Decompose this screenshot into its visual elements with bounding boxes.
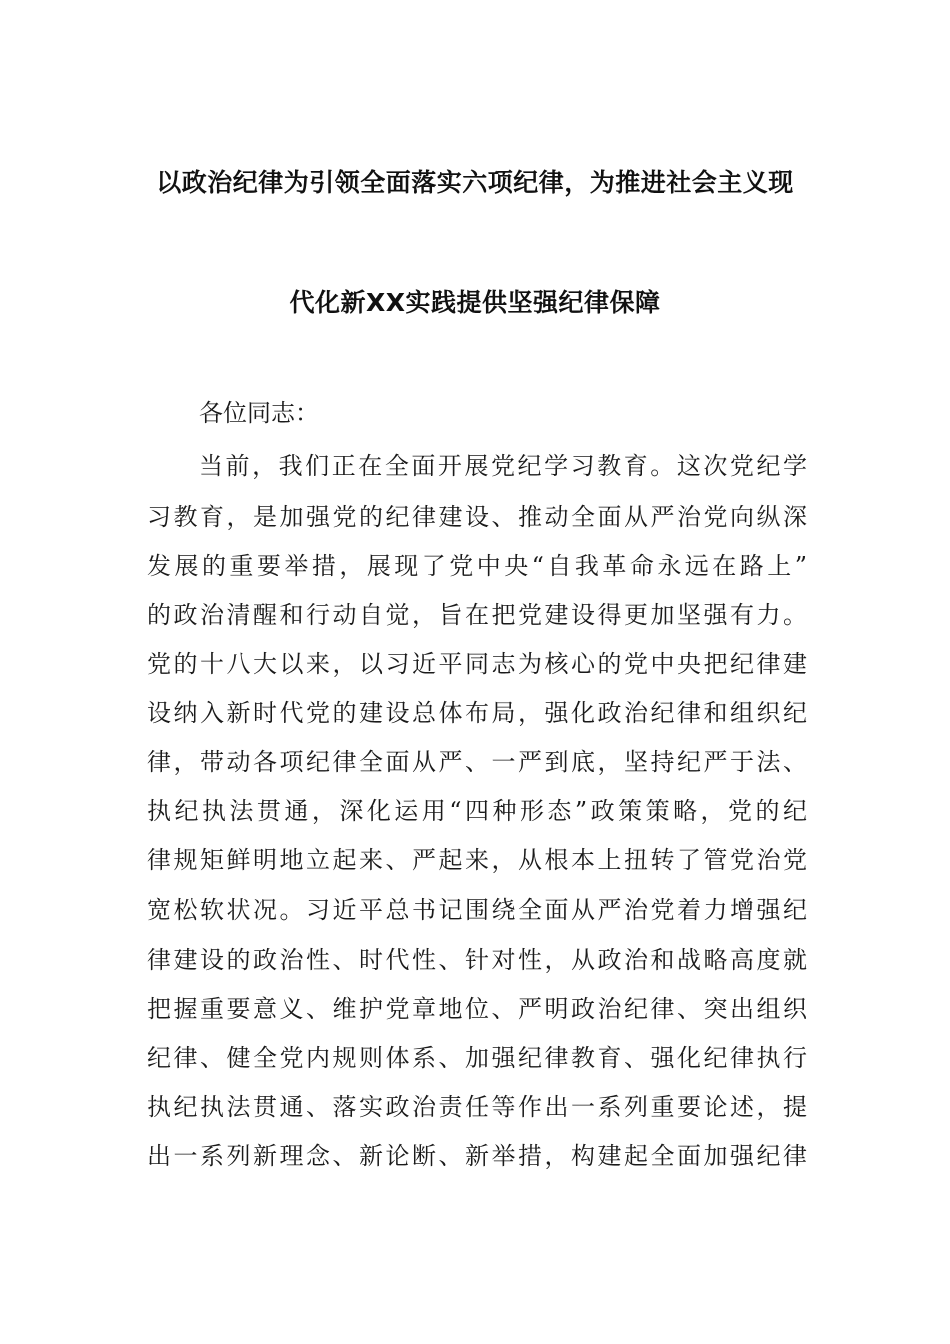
paragraph-line: 执纪执法贯通、落实政治责任等作出一系列重要论述，提	[147, 1093, 807, 1121]
paragraph-line: 执纪执法贯通，深化运用“四种形态”政策策略，党的纪	[147, 797, 807, 825]
document-title-line-1: 以政治纪律为引领全面落实六项纪律，为推进社会主义现	[156, 168, 794, 197]
document-title-line-2: 代化新XX实践提供坚强纪律保障	[289, 288, 661, 317]
paragraph-line: 把握重要意义、维护党章地位、严明政治纪律、突出组织	[147, 995, 807, 1023]
paragraph-line: 宽松软状况。习近平总书记围绕全面从严治党着力增强纪	[147, 896, 807, 924]
paragraph-line: 的政治清醒和行动自觉，旨在把党建设得更加坚强有力。	[147, 601, 807, 629]
paragraph-line: 律规矩鲜明地立起来、严起来，从根本上扭转了管党治党	[147, 846, 807, 874]
paragraph-line: 习教育，是加强党的纪律建设、推动全面从严治党向纵深	[147, 503, 807, 531]
paragraph-line: 出一系列新理念、新论断、新举措，构建起全面加强纪律	[147, 1142, 807, 1170]
paragraph-line: 设纳入新时代党的建设总体布局，强化政治纪律和组织纪	[147, 699, 807, 727]
salutation: 各位同志：	[199, 399, 319, 427]
paragraph-line: 当前，我们正在全面开展党纪学习教育。这次党纪学	[199, 452, 807, 480]
paragraph-line: 律，带动各项纪律全面从严、一严到底，坚持纪严于法、	[147, 748, 807, 776]
paragraph-line: 纪律、健全党内规则体系、加强纪律教育、强化纪律执行	[147, 1044, 807, 1072]
paragraph-line: 律建设的政治性、时代性、针对性，从政治和战略高度就	[147, 946, 807, 974]
paragraph-line: 发展的重要举措，展现了党中央“自我革命永远在路上”	[147, 552, 807, 580]
paragraph-line: 党的十八大以来，以习近平同志为核心的党中央把纪律建	[147, 650, 807, 678]
